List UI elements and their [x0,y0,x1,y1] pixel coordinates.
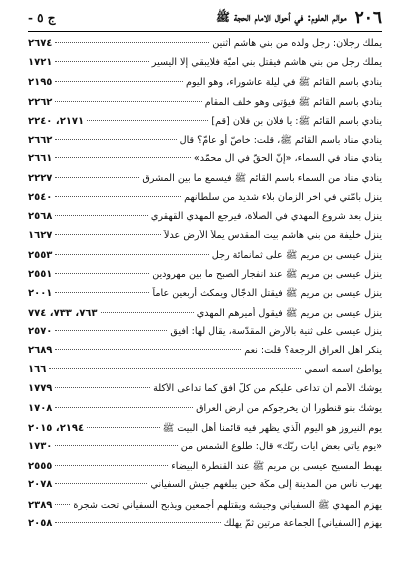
dot-leader [55,101,201,102]
dot-leader [55,407,193,408]
entry-pages: ٢٠٧٨ [28,479,53,491]
entry-pages: ٢٦٧٤ [28,38,53,49]
index-entry [28,287,382,306]
entry-text: ينادي باسم القائم ﷺ في ليلة عاشوراء، وهو اليوم [186,77,382,89]
dot-leader [55,139,176,140]
entry-pages: ٢٢٦٢ [28,96,53,108]
entry-pages: ١٧٧٩ [28,383,53,395]
index-entry [28,57,382,76]
entry-pages: ٢٥٦٨ [28,210,53,222]
entry-pages: ٢٥٧٠ [28,325,53,337]
entry-text: يملك رجل من بني هاشم فيقتل بني أميّة فلايبقي إلّا اليسير [151,57,382,69]
entry-pages: ٢٠٥٨ [28,517,53,529]
index-entry [28,441,382,460]
dot-leader [49,368,301,369]
entry-text: يهزم المهدي ﷺ السفياني وجيشه ويقتلهم أجمعين ويذبح السفياني تحت شجرة [73,499,382,511]
entry-text: ينكر أهل العراق الرجعة؟ قلت: نعم [244,345,382,356]
index-entry [28,479,382,498]
index-entry [28,307,382,326]
book-title: موالم العلوم: في أحوال الامام الحجة ﷺ [215,9,347,24]
entry-text: ينزل عيسى على ثنية بالأرض المقدّسة، يقال لها: أفيق [170,325,382,337]
dot-leader [101,312,194,313]
entry-pages: ١٦٦ [28,364,47,376]
dot-leader [55,504,70,505]
dot-leader [55,387,150,388]
entry-pages: ٢٥٥٣ [28,250,53,262]
index-entry [28,153,382,172]
dot-leader [55,42,209,43]
dot-leader [55,445,177,446]
dot-leader [55,483,147,484]
dot-leader [87,427,160,428]
entry-text: يهبط المسيح عيسى بن مريم ﷺ عند القنطرة البيضاء [171,461,382,473]
index-entry [28,345,382,364]
dot-leader [55,273,149,274]
entry-pages: ٢١٧١، ٢٢٤٠ [28,115,85,127]
index-entry [28,115,382,134]
entry-pages: ٢٥٤٠ [28,191,53,203]
index-entry [28,38,382,57]
entry-text: ينادي باسم القائم ﷺ فيؤتى وهو خلف المقام [204,96,382,108]
entry-text: ينزل عيسى بن مريم ﷺ على ثمانمائة رجل [211,250,382,262]
entry-pages: ٧٦٣، ٧٣٣، ٧٧٤ [28,307,98,319]
index-list [28,38,382,537]
index-entry [28,518,382,537]
entry-pages: ٢٥٥١ [28,269,53,281]
entry-text: ينادي مناد باسم القائم ﷺ، قلت: خاصّ أو عامّ؟ قال [179,134,382,146]
entry-text: «يوم يأتي بعض آيات ربّك» قال: طلوع الشمس من [180,440,382,452]
entry-pages: ٢١٩٥ [28,77,53,89]
entry-text: ينزل بأمّتي في آخر الزمان بلاء شديد من سلطانهم [184,191,382,203]
entry-pages: ٢٥٥٥ [28,461,53,473]
dot-leader [87,120,208,121]
entry-pages: ٢٠٠١ [28,288,53,300]
entry-pages: ١٧٠٨ [28,402,53,414]
entry-text: ينزل عيسى بن مريم ﷺ فيقتل الدجّال ويمكث أربعين عاماً [152,288,382,300]
entry-pages: ٢٢٢٧ [28,173,53,185]
dot-leader [55,292,149,293]
entry-text: يهزم [السفياني] الجماعة مرتين ثمّ يهلك [223,517,382,529]
index-entry [28,211,382,230]
index-entry [28,134,382,153]
dot-leader [55,522,220,523]
entry-pages: ٢١٩٤، ٢٠١٥ [28,422,85,434]
entry-text: ينزل عيسى بن مريم ﷺ عند انفجار الصبح ما بين مهرودين [152,269,382,281]
dot-leader [55,254,208,255]
index-entry [28,76,382,95]
entry-text: يوشك بنو قنطورا أن يخرجوكم من أرض العراق [196,402,382,414]
entry-pages: ١٧٣٠ [28,440,53,452]
entry-text: يهرب ناس من المدينة إلى مكّة حين يبلغهم جيش السفياني [150,479,382,491]
entry-text: ينزل خليفة من بني هاشم بيت المقدس يملأ الأرض عدلاً [164,229,382,241]
index-entry [28,499,382,518]
index-entry [28,268,382,287]
entry-text: يوم النيروز هو اليوم الّذي يظهر فيه قائمنا أهل البيت ﷺ [162,422,382,434]
index-entry [28,192,382,211]
dot-leader [55,196,181,197]
page-header [28,6,382,30]
index-entry [28,422,382,441]
entry-pages: ٢٦٨٩ [28,345,53,356]
volume-label: ج ٥ - [28,11,56,25]
entry-pages: ١٧٢١ [28,57,53,69]
entry-text: يوشك الأمم أن تداعى عليكم من كلّ أفق كما تداعى الأكلة [153,383,382,395]
index-entry [28,364,382,383]
dot-leader [55,349,241,350]
entry-text: ينادي مناد في السماء، «إنّ الحقّ في آل محمّد» [193,153,382,165]
entry-text: ينزل عيسى بن مريم ﷺ فيقول أميرهم المهدي [196,307,382,319]
entry-text: يواطئ اسمه اسمي [304,364,382,376]
index-entry [28,326,382,345]
entry-pages: ٢٦٦١ [28,153,53,165]
header-rule [28,31,382,32]
index-entry [28,383,382,402]
entry-text: ينزل بعد شروع المهدي في الصلاة، فيرجع المهدي القهقري [150,210,382,222]
dot-leader [55,465,168,466]
index-entry [28,172,382,191]
dot-leader [55,81,183,82]
dot-leader [55,330,167,331]
index-entry [28,460,382,479]
dot-leader [55,177,139,178]
index-entry [28,249,382,268]
entry-text: ينادي باسم القائم ﷺ: يا فلان بن فلان [قم] [211,115,382,127]
dot-leader [55,234,161,235]
entry-pages: ٢٦٦٢ [28,134,53,146]
entry-text: ينادي مناد من السماء باسم القائم ﷺ فيسمع ما بين المشرق [142,173,382,185]
dot-leader [55,61,148,62]
dot-leader [55,215,147,216]
index-entry [28,403,382,422]
entry-text: يملك رجلان: رجل ولده من بني هاشم أثنين [212,38,382,49]
index-entry [28,96,382,115]
page-number: ٢٠٦ [354,8,382,28]
entry-pages: ١٦٢٧ [28,229,53,241]
index-entry [28,230,382,249]
dot-leader [55,157,191,158]
entry-pages: ٢٣٨٩ [28,499,53,511]
